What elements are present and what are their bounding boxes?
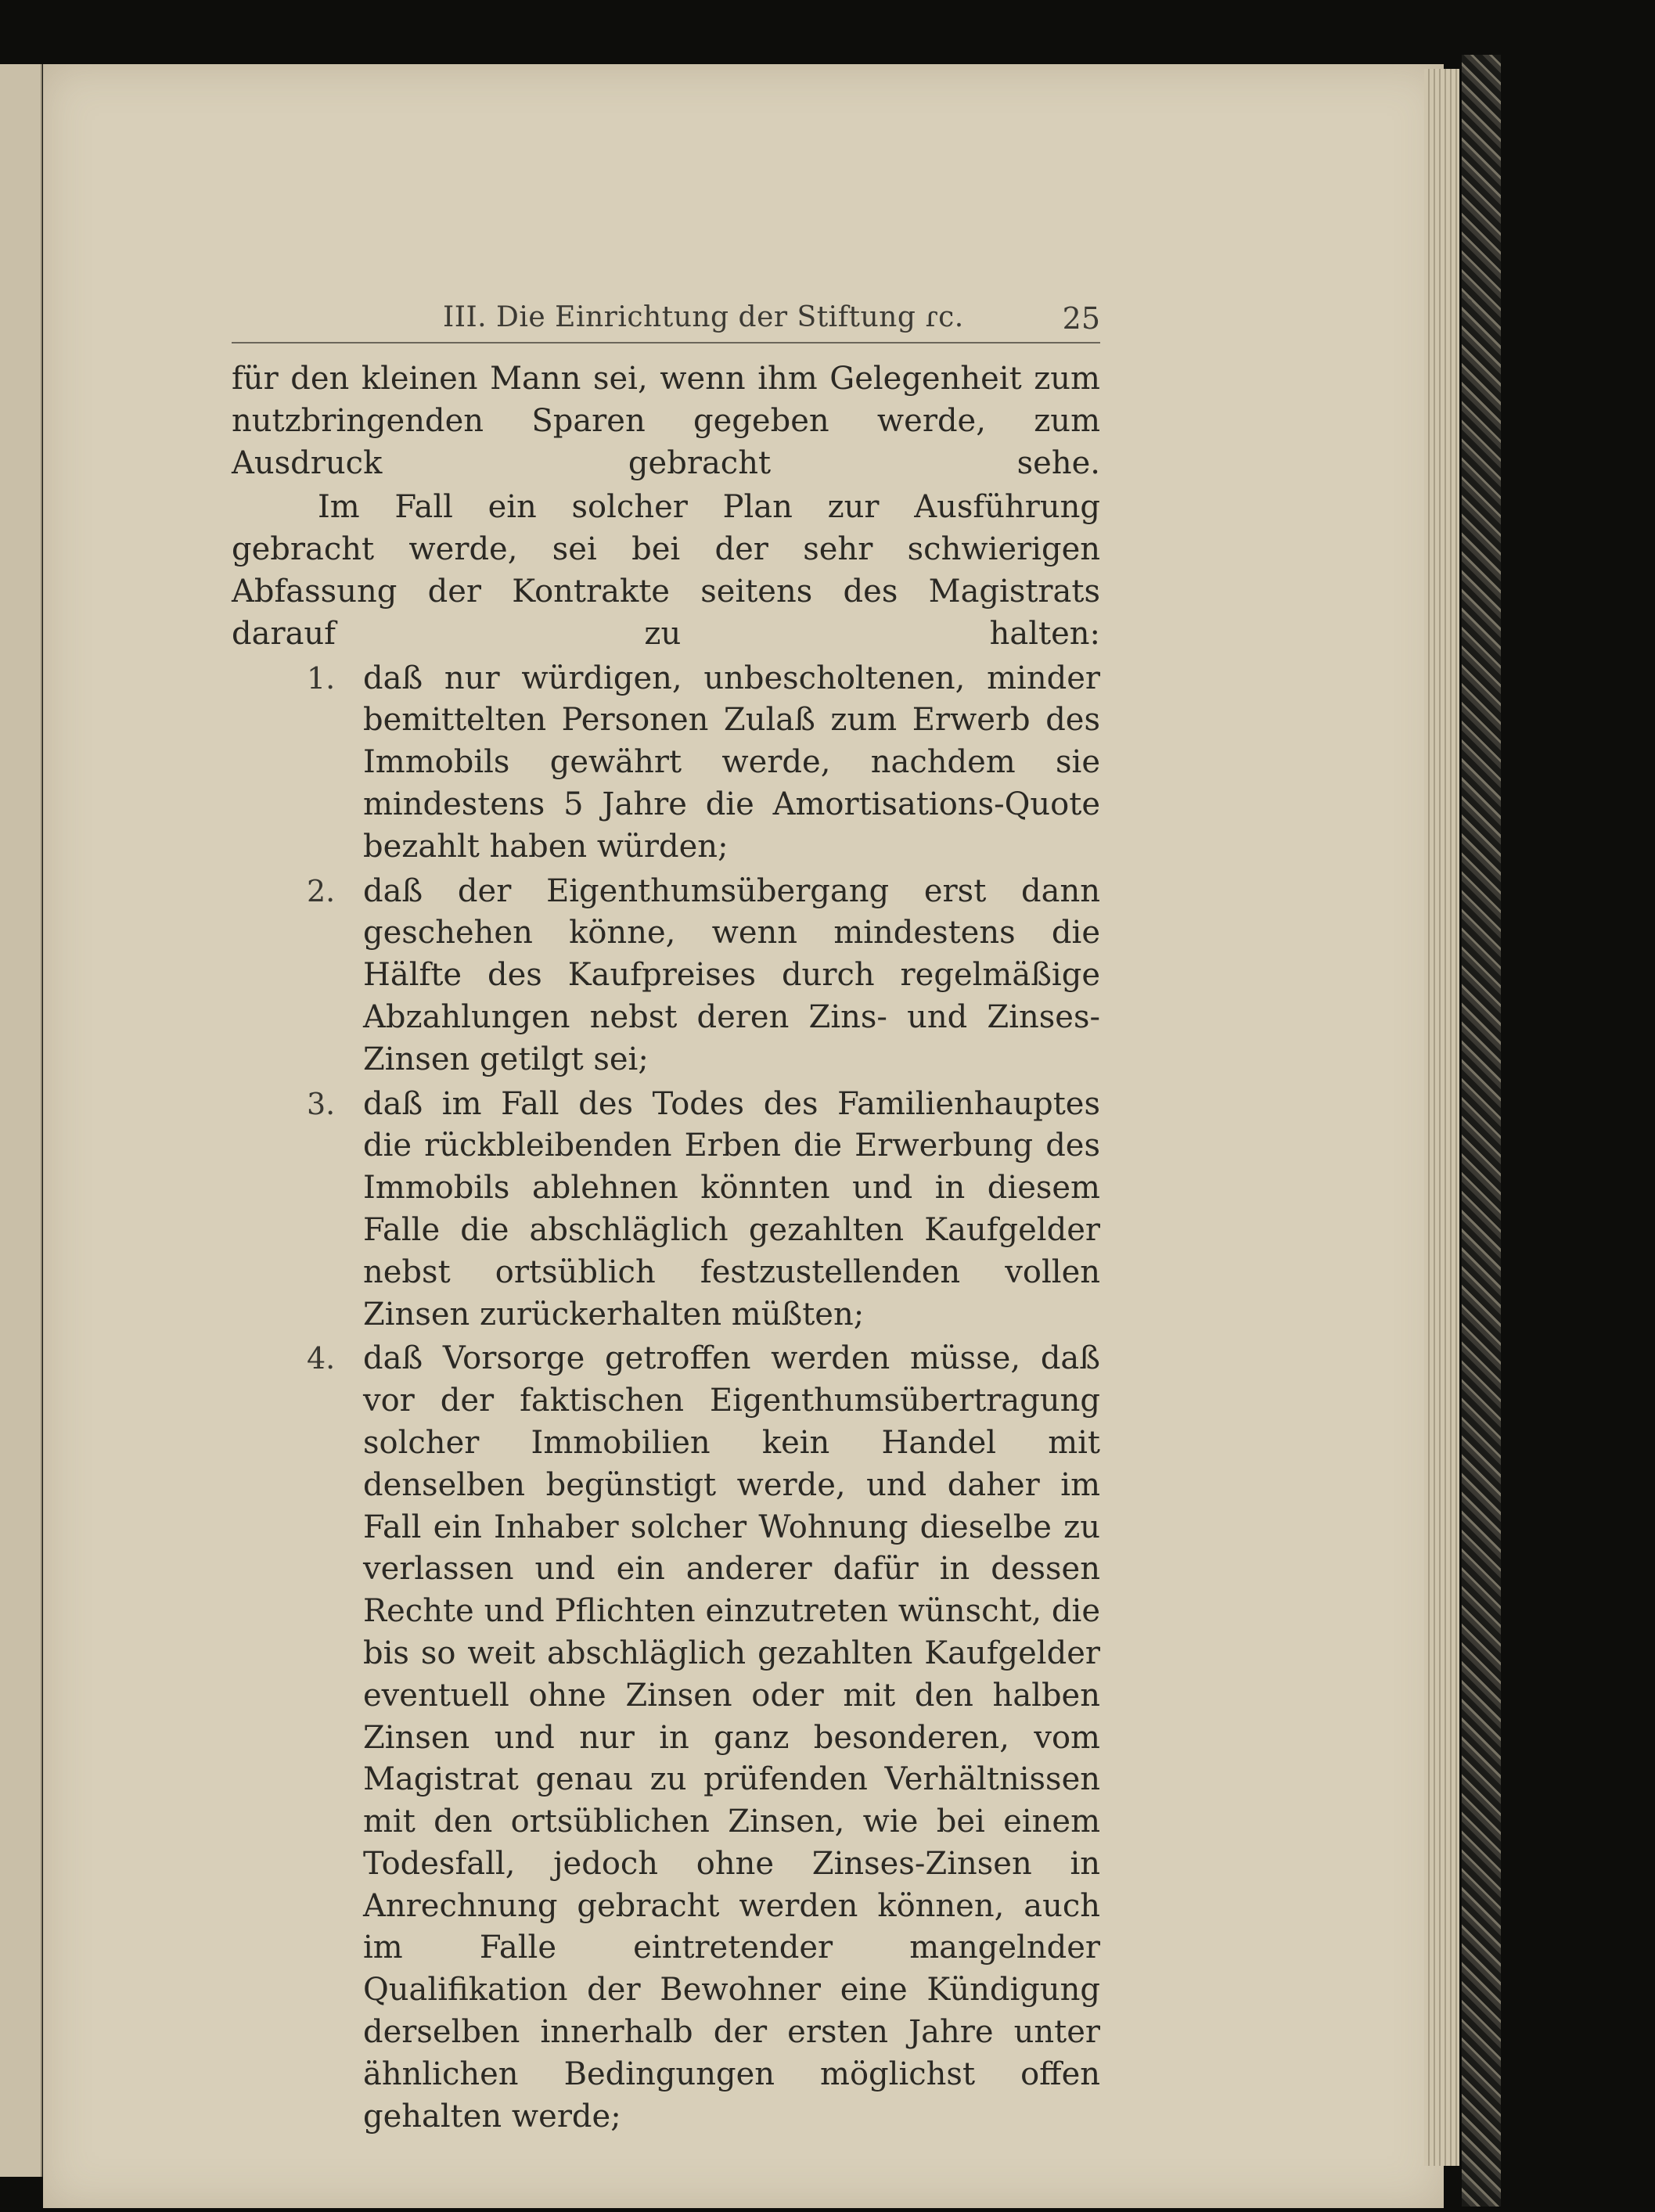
paragraph-intro: Im Fall ein solcher Plan zur Ausführung gebracht werde, sei bei der sehr schwierigen Abfassung der Kontrakte seitens des Magistrats darauf zu halten: [232, 489, 1100, 652]
marbled-cover-edge [1462, 55, 1501, 2207]
running-head-title: III. Die Einrichtung der Stiftung ɾc. [443, 301, 964, 333]
list-item [232, 1084, 1100, 1336]
list-item-text: daß im Fall des Todes des Familienhauptes die rückbleibenden Erben die Erwerbung des Immobils ablehnen könnten und in diesem Falle die abschläglich gezahlten Kaufgelder nebst ortsüblich festzustellenden vollen Zinsen zurückerhalten müßten; [363, 1085, 1100, 1333]
left-page-edge [0, 64, 42, 2177]
list-item-text: daß Vorsorge getroffen werden müsse, daß vor der faktischen Eigenthumsübertragung solcher Immobilien kein Handel mit denselben begünstigt werde, und daher im Fall ein Inhaber solcher Wohnung dieselbe zu verlassen und ein anderer dafür in dessen Rechte und Pflichten einzutreten wünscht, die bis so weit abschläglich gezahlten Kaufgelder eventuell ohne Zinsen oder mit den halben Zinsen und nur in ganz besonderen, vom Magistrat genau zu prüfenden Verhältnissen mit den ortsüblichen Zinsen, wie bei einem Todesfall, jedoch ohne Zinses-Zinsen in Anrechnung gebracht werden können, auch im Falle eintretender mangelnder Qualifikation der Bewohner eine Kündigung derselben innerhalb der ersten Jahre unter ähnlichen Bedingungen möglichst offen gehalten werde; [363, 1340, 1100, 2135]
page-number: 25 [1062, 301, 1100, 336]
list-item-text: daß der Eigenthumsübergang erst dann geschehen könne, wenn mindestens die Hälfte des Kaufpreises durch regelmäßige Abzahlungen nebst deren Zins- und Zinses-Zinsen getilgt sei; [363, 872, 1100, 1077]
list-item-number: 3. [307, 1086, 336, 1121]
paragraph-continuation: für den kleinen Mann sei, wenn ihm Gelegenheit zum nutzbringenden Sparen gegeben werde, zum Ausdruck gebracht sehe. [232, 361, 1100, 481]
list-item-text: daß nur würdigen, unbescholtenen, minder bemittelten Personen Zulaß zum Erwerb des Immobils gewährt werde, nachdem sie mindestens 5 Jahre die Amortisations-Quote bezahlt haben würden; [363, 660, 1100, 865]
list-item-number: 4. [307, 1341, 336, 1376]
list-item [232, 658, 1100, 869]
running-head [232, 301, 1100, 348]
list-item [232, 871, 1100, 1081]
page-edges [1424, 69, 1459, 2166]
header-rule [232, 342, 1100, 343]
list-item-number: 2. [307, 873, 336, 908]
body-text [232, 358, 1100, 2140]
list-item-number: 1. [307, 660, 336, 696]
list-item [232, 1338, 1100, 2138]
numbered-list [232, 658, 1100, 2138]
